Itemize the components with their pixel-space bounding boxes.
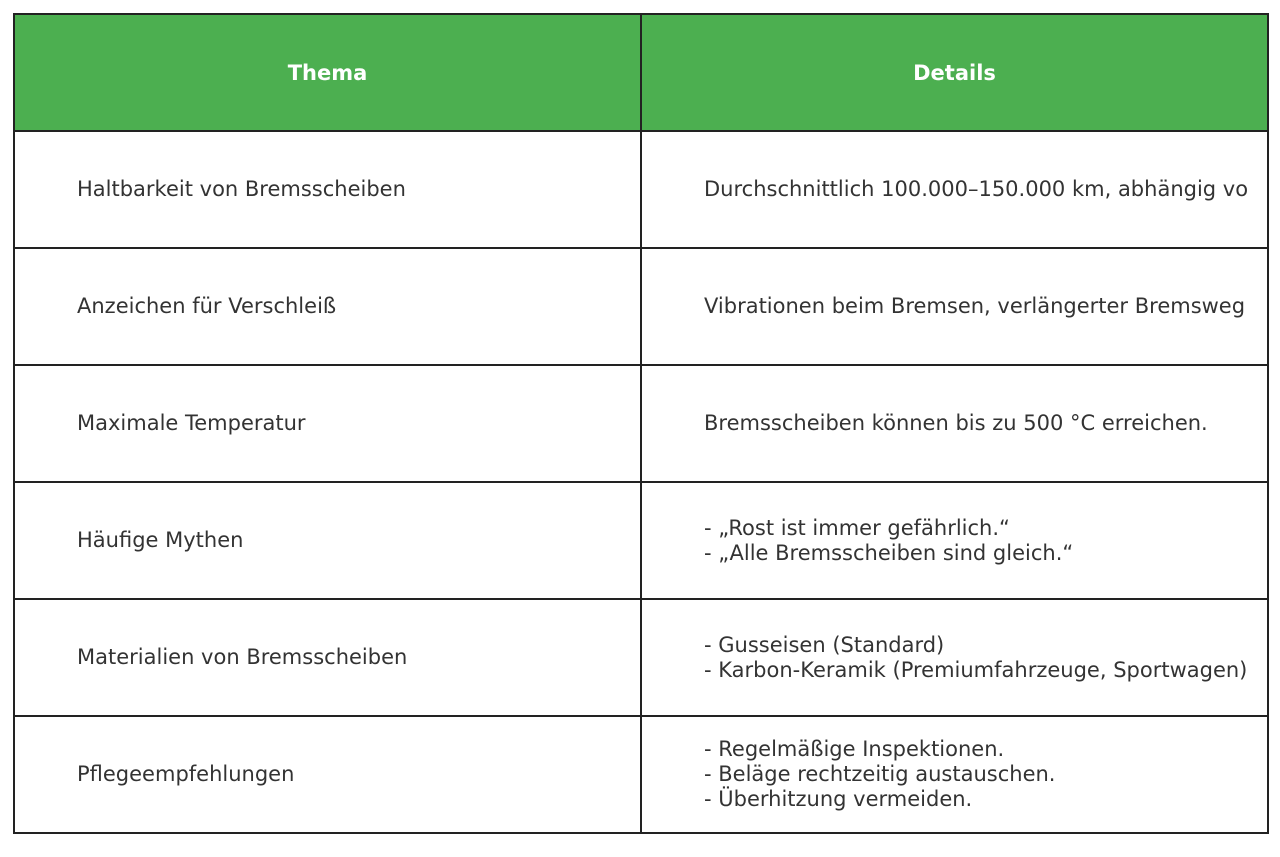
details-line: Bremsscheiben können bis zu 500 °C erreichen. — [704, 411, 1208, 435]
details-cell — [641, 248, 1268, 365]
details-cell — [641, 365, 1268, 482]
table-row — [14, 248, 1268, 365]
details-line: Vibrationen beim Bremsen, verlängerter Bremsweg — [704, 294, 1246, 318]
table-row — [14, 716, 1268, 833]
header-details: Details — [641, 14, 1268, 131]
details-line: - „Alle Bremsscheiben sind gleich.“ — [704, 540, 1074, 565]
details-cell — [641, 599, 1268, 716]
thema-cell: Materialien von Bremsscheiben — [14, 599, 641, 716]
details-cell — [641, 131, 1268, 248]
table-row — [14, 599, 1268, 716]
details-line: - Regelmäßige Inspektionen. — [704, 737, 1005, 761]
details-line: - Karbon-Keramik (Premiumfahrzeuge, Sportwagen) — [704, 657, 1248, 682]
details-line: Durchschnittlich 100.000–150.000 km, abhängig vo — [704, 177, 1249, 201]
table-row — [14, 365, 1268, 482]
thema-cell: Häufige Mythen — [14, 482, 641, 599]
details-cell — [641, 716, 1268, 833]
details-line: - Beläge rechtzeitig austauschen. — [704, 762, 1056, 786]
details-line: - „Rost ist immer gefährlich.“ — [704, 515, 1010, 540]
table-row — [14, 131, 1268, 248]
table-row — [14, 482, 1268, 599]
table-container — [13, 13, 1280, 844]
thema-cell: Pflegeempfehlungen — [14, 716, 641, 833]
thema-cell: Anzeichen für Verschleiß — [14, 248, 641, 365]
details-line: - Überhitzung vermeiden. — [704, 787, 973, 811]
info-table — [13, 13, 1269, 834]
thema-cell: Maximale Temperatur — [14, 365, 641, 482]
details-line: - Gusseisen (Standard) — [704, 632, 945, 657]
header-thema: Thema — [14, 14, 641, 131]
thema-cell: Haltbarkeit von Bremsscheiben — [14, 131, 641, 248]
header-row — [14, 14, 1268, 131]
details-cell — [641, 482, 1268, 599]
